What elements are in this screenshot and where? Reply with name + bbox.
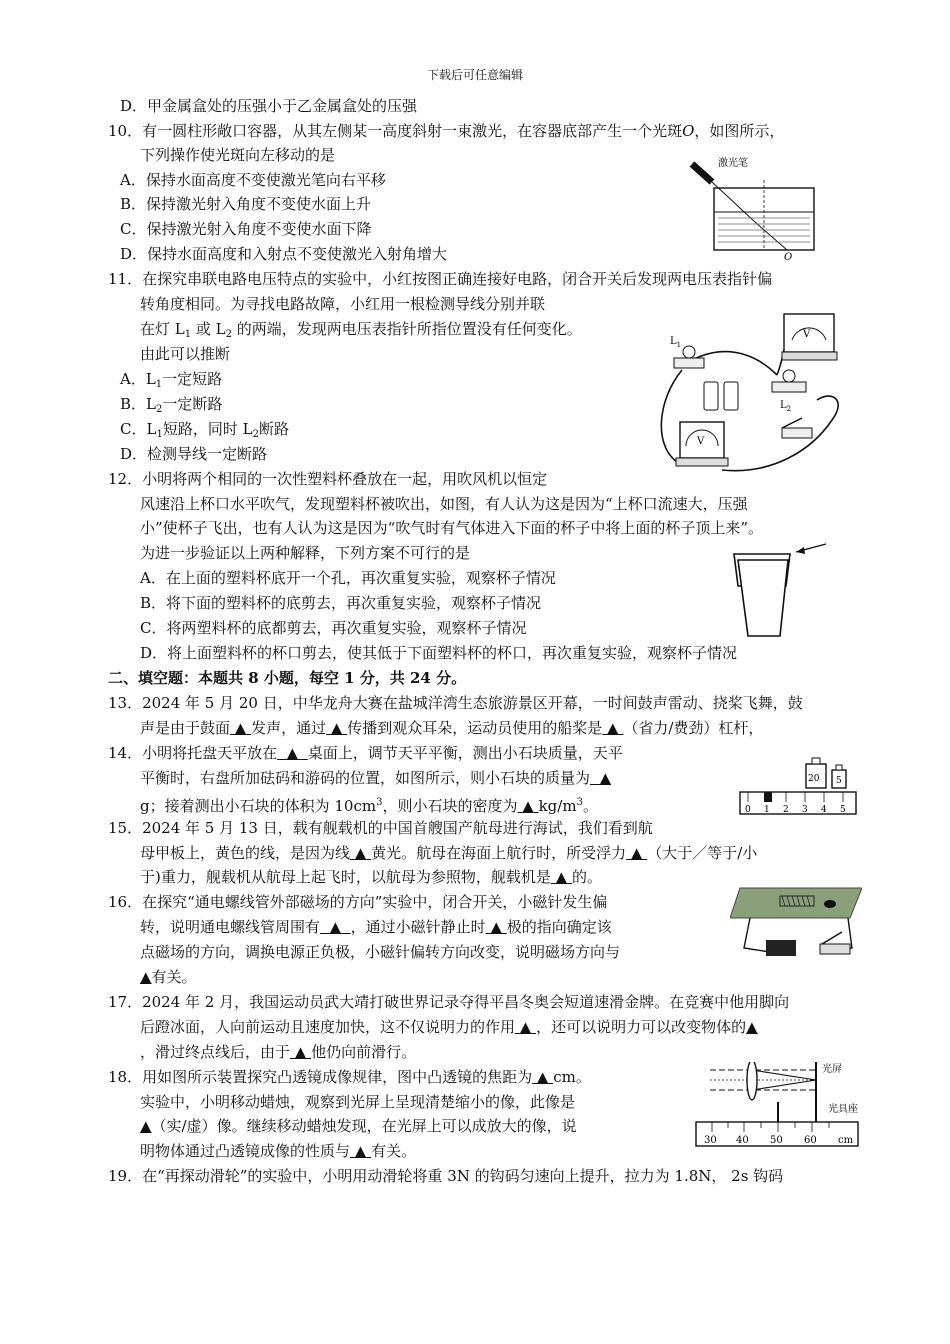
ruler-tick-4: 4	[821, 805, 827, 815]
q15-stem-cont: 母甲板上，黄色的线，是因为线 ▲ 黄光。航母在海面上航行时，所受浮力 ▲ （大于／等于/小	[140, 844, 758, 862]
q11-stem-cont2: 在灯 $L_1$ 或 $L_2$ 的两端，发现两电压表指针所指位置没有任何变化。	[140, 320, 582, 340]
q12-stem-cont3: 为进一步验证以上两种解释，下列方案不可行的是	[140, 544, 471, 562]
ruler-tick-1: 1	[764, 805, 770, 815]
q12-stem-cont: 风速沿上杯口水平吹气，发现塑料杯被吹出，如图，有人认为这是因为“上杯口流速大，压强	[140, 495, 748, 513]
ruler-tick-3: 3	[802, 805, 808, 815]
bench-tick-30: 30	[704, 1135, 717, 1146]
q11-option-c: C．$L_1$短路，同时 $L_2$断路	[120, 420, 289, 440]
voltmeter-top-label: V	[803, 329, 811, 340]
laser-pen-label: 激光笔	[718, 158, 748, 169]
q18-stem-cont3: 明物体通过凸透镜成像的性质与 ▲ 有关。	[140, 1142, 417, 1160]
q16-stem-cont3: ▲有关。	[140, 968, 197, 986]
q16-stem: 16．在探究“通电螺线管外部磁场的方向”实验中，闭合开关，小磁针发生偏	[108, 893, 608, 911]
q16-stem-cont: 转，说明通电螺线管周围有 ▲ ，通过小磁针静止时 ▲ 极的指向确定该	[140, 918, 612, 936]
q11-option-b: B．$L_2$一定断路	[120, 395, 223, 415]
q12-option-c: C．将两塑料杯的底都剪去，再次重复实验，观察杯子情况	[140, 619, 527, 637]
q13-stem: 13．2024 年 5 月 20 日，中华龙舟大赛在盐城洋湾生态旅游景区开幕，一时间鼓声雷动、挠桨飞舞，鼓	[108, 694, 803, 712]
section-2-heading: 二、填空题：本题共 8 小题，每空 1 分，共 24 分。	[108, 669, 467, 687]
q15-stem-cont2: 于)重力，舰载机从航母上起飞时，以航母为参照物，舰载机是 ▲ 的。	[140, 868, 602, 886]
q13-stem-cont: 声是由于鼓面 ▲ 发声，通过 ▲ 传播到观众耳朵，运动员使用的船桨是 ▲ （省力/费劲）杠杆，	[140, 719, 764, 737]
q10-option-d: D．保持水面高度和入射点不变使激光入射角增大	[120, 245, 448, 263]
q10-option-c: C．保持激光射入角度不变使水面下降	[120, 220, 372, 238]
q14-stem: 14．小明将托盘天平放在 ▲ 桌面上，调节天平平衡，测出小石块质量，天平	[108, 744, 623, 762]
q11-stem-cont3: 由此可以推断	[140, 345, 231, 363]
bench-tick-50: 50	[770, 1135, 783, 1146]
ruler-tick-2: 2	[783, 805, 789, 815]
bench-unit: cm	[838, 1135, 854, 1146]
q12-option-d: D．将上面塑料杯的杯口剪去，使其低于下面塑料杯的杯口，再次重复实验，观察杯子情况	[140, 644, 738, 662]
q10-option-a: A．保持水面高度不变使激光笔向右平移	[120, 171, 386, 189]
q17-stem: 17．2024 年 2 月，我国运动员武大靖打破世界记录夺得平昌冬奥会短道速滑金牌。在竞赛中他用脚向	[108, 993, 790, 1011]
weight-20-label: 20	[808, 774, 820, 784]
bench-tick-60: 60	[804, 1135, 817, 1146]
voltmeter-bottom-label: V	[697, 436, 705, 447]
q17-stem-cont: 后蹬冰面，人向前运动且速度加快，这不仅说明力的作用 ▲ ，还可以说明力可以改变物体的▲	[140, 1018, 758, 1036]
q16-stem-cont2: 点磁场的方向，调换电源正负极，小磁针偏转方向改变，说明磁场方向与	[140, 943, 621, 961]
q10-stem: 10．有一圆柱形敞口容器，从其左侧某一高度斜射一束激光，在容器底部产生一个光斑O，如图所示，	[108, 122, 785, 140]
bench-label: 光具座	[828, 1104, 858, 1115]
q14-stem-cont: 平衡时，右盘所加砝码和游码的位置，如图所示，则小石块的质量为 ▲	[140, 769, 612, 787]
q18-stem: 18．用如图所示装置探究凸透镜成像规律，图中凸透镜的焦距为 ▲ cm。	[108, 1068, 591, 1086]
q10-option-b: B．保持激光射入角度不变使水面上升	[120, 195, 372, 213]
screen-label: 光屏	[822, 1064, 842, 1075]
q15-stem: 15．2024 年 5 月 13 日，载有舰载机的中国首艘国产航母进行海试，我们看到航	[108, 819, 653, 837]
spot-o-label: O	[784, 252, 793, 262]
q11-stem-cont: 转角度相同。为寻找电路故障，小红用一根检测导线分别并联	[140, 295, 546, 313]
q17-stem-cont2: ，滑过终点线后，由于 ▲ 他仍向前滑行。	[140, 1043, 417, 1061]
circuit-figure	[652, 300, 852, 480]
q19-stem: 19．在“再探动滑轮”的实验中，小明用动滑轮将重 3N 的钩码匀速向上提升，拉力为 1.8N， 2s 钩码	[108, 1167, 784, 1185]
q12-option-a: A．在上面的塑料杯底开一个孔，再次重复实验，观察杯子情况	[140, 569, 556, 587]
page-header: 下载后可任意编辑	[426, 68, 523, 82]
weight-5-label: 5	[836, 776, 842, 786]
lamp-l2-label: $L_2$	[780, 400, 792, 413]
balance-weights-figure	[736, 756, 860, 818]
lens-bench-figure	[692, 1062, 862, 1154]
q14-stem-cont2: g；接着测出小石块的体积为 $10cm^3$，则小石块的密度为 ▲ $kg/m^3$。	[140, 797, 598, 815]
q11-stem: 11．在探究串联电路电压特点的实验中，小红按图正确连接好电路，闭合开关后发现两电压表指针偏	[108, 270, 773, 288]
q12-stem: 12．小明将两个相同的一次性塑料杯叠放在一起，用吹风机以恒定	[108, 470, 548, 488]
q18-stem-cont2: ▲（实/虚）像。继续移动蜡烛发现，在光屏上可以成放大的像，说	[140, 1117, 577, 1135]
q11-option-d: D．检测导线一定断路	[120, 445, 268, 463]
q18-stem-cont: 实验中，小明移动蜡烛，观察到光屏上呈现清楚缩小的像，此像是	[140, 1093, 576, 1111]
q9-option-d: D．甲金属盒处的压强小于乙金属盒处的压强	[120, 97, 418, 115]
ruler-tick-5: 5	[840, 805, 846, 815]
laser-container-figure	[680, 150, 830, 262]
lamp-l1-label: $L_1$	[670, 336, 682, 349]
q11-option-a: A．$L_1$一定短路	[120, 370, 223, 390]
cups-figure	[726, 540, 836, 650]
q12-option-b: B．将下面的塑料杯的底剪去，再次重复实验，观察杯子情况	[140, 594, 542, 612]
ruler-tick-0: 0	[745, 805, 751, 815]
bench-tick-40: 40	[736, 1135, 749, 1146]
q12-stem-cont2: 小”使杯子飞出，也有人认为这是因为“吹气时有气体进入下面的杯子中将上面的杯子顶上来”。	[140, 519, 764, 537]
q10-stem-cont: 下列操作使光斑向左移动的是	[140, 146, 336, 164]
solenoid-figure	[730, 882, 862, 964]
